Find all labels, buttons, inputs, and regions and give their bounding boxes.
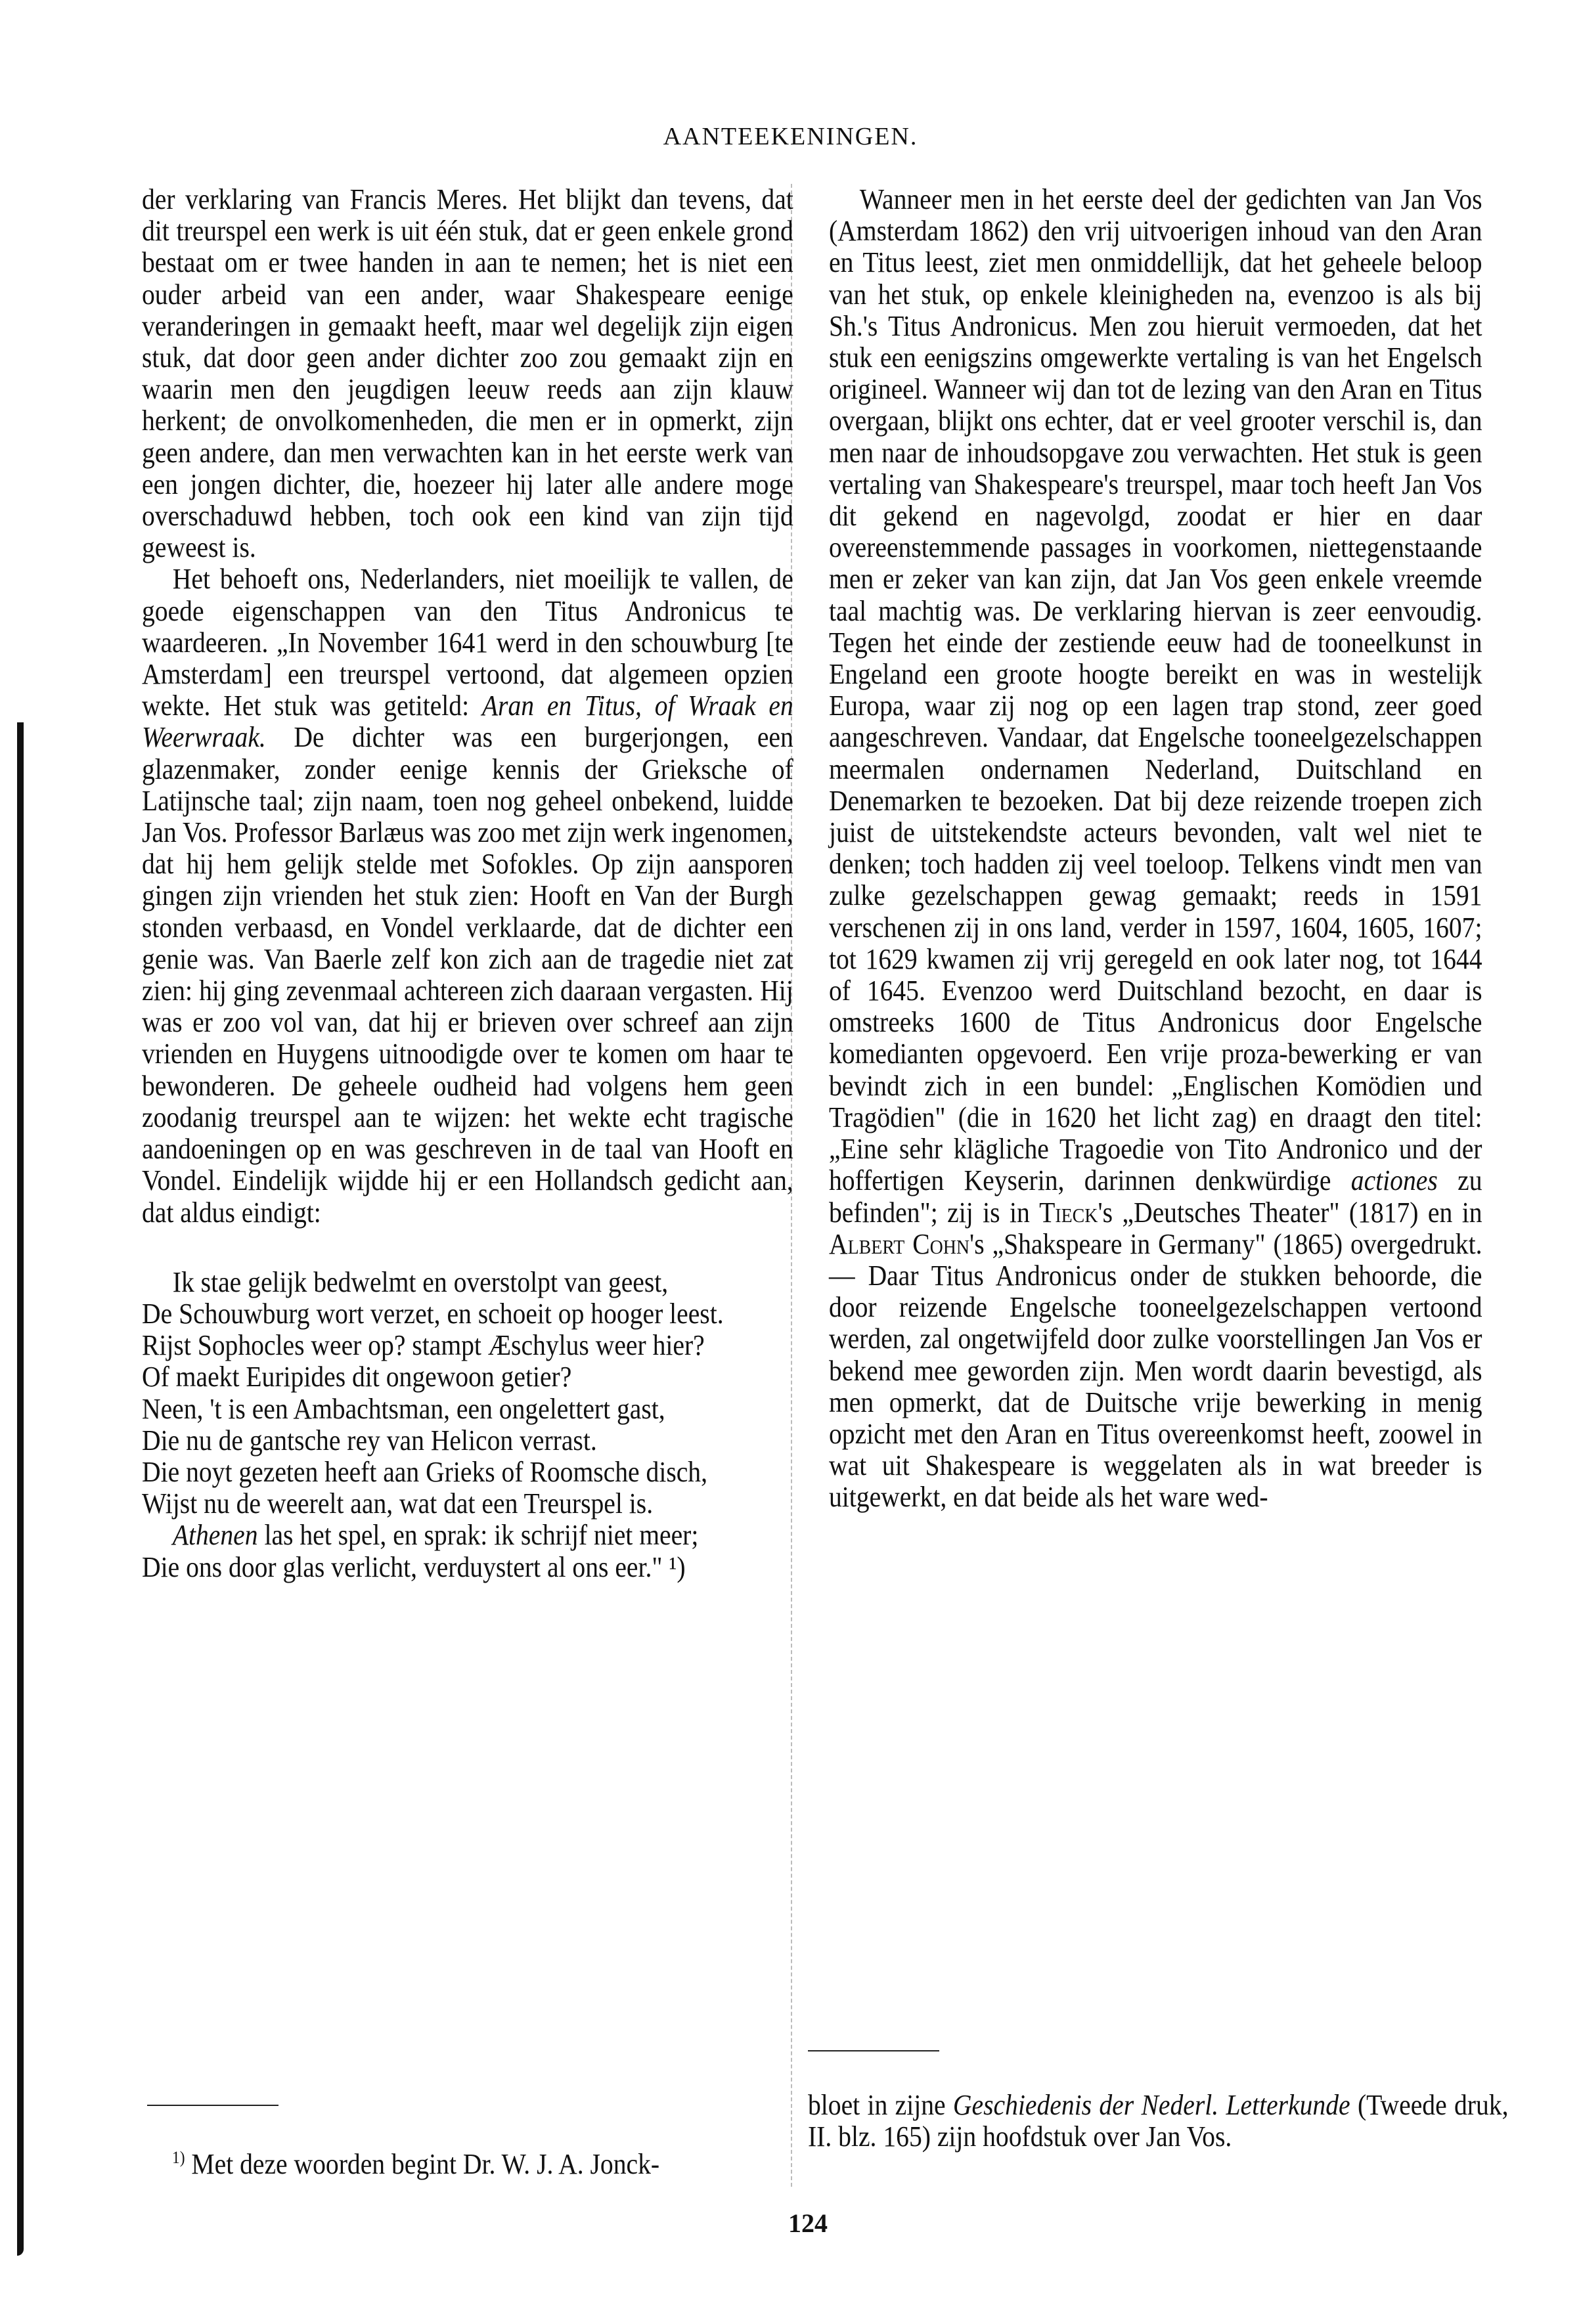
- page-number: 124: [788, 2208, 828, 2238]
- poem-line: Neen, 't is een Ambachtsman, een ongelettert gast,: [142, 1392, 665, 1425]
- left-paragraph-1: der verklaring van Francis Meres. Het blijkt dan tevens, dat dit treurspel een werk is uit één stuk, dat er geen enkele grond bestaat om er twee handen in aan te nemen; het is niet een ouder arbeid van een ander, waar Shakespeare eenige veranderingen in gemaakt heeft, maar wel degelijk zijn eigen stuk, dat door geen ander dichter zoo zou gemaakt zijn en waarin men den jeugdigen leeuw reeds aan zijn klauw herkent; de onvolkomenheden, die men er in opmerkt, zijn geen andere, dan men verwachten kan in het eerste werk van een jongen dichter, die, hoezeer hij later alle andere moge overschaduwd hebben, toch ook een kind van zijn tijd geweest is.: [142, 183, 793, 564]
- poem-line: Ik stae gelijk bedwelmt en overstolpt van geest,: [172, 1265, 669, 1298]
- poem-line: Die ons door glas verlicht, verduystert al ons eer." ¹): [142, 1550, 686, 1583]
- page-binding-edge: [17, 722, 24, 2256]
- footnote-rule-right: [808, 2050, 939, 2051]
- poem-line: Rijst Sophocles weer op? stampt Æschylus weer hier?: [142, 1329, 705, 1362]
- footnote-right: bloet in zijne Geschiedenis der Nederl. Letterkunde (Tweede druk, II. blz. 165) zijn hoofdstuk over Jan Vos.: [808, 2089, 1509, 2153]
- poem-line: Die noyt gezeten heeft aan Grieks of Roomsche disch,: [142, 1455, 708, 1488]
- poem-line: Of maekt Euripides dit ongewoon getier?: [142, 1361, 572, 1393]
- poem-line: Wijst nu de weerelt aan, wat dat een Treurspel is.: [142, 1487, 654, 1520]
- right-column: [829, 184, 1482, 1514]
- poem-line: Athenen las het spel, en sprak: ik schrijf niet meer;: [172, 1519, 699, 1552]
- author-tieck: Tieck: [1039, 1196, 1098, 1229]
- author-cohn: Albert Cohn: [829, 1227, 970, 1260]
- right-paragraph-1: Wanneer men in het eerste deel der gedichten van Jan Vos (Amsterdam 1862) den vrij uitvoerigen inhoud van den Aran en Titus leest, ziet men onmiddellijk, dat het geheele beloop van het stuk, op enkele kleinigheden na, evenzoo is als bij Sh.'s Titus Andronicus. Men zou hieruit vermoeden, dat het stuk een eenigszins omgewerkte vertaling is van het Engelsch origineel. Wanneer wij dan tot de lezing van den Aran en Titus overgaan, blijkt ons echter, dat er veel grooter verschil is, dan men naar de inhoudsopgave zou verwachten. Het stuk is geen vertaling van Shakespeare's treurspel, maar toch heeft Jan Vos dit gekend en nagevolgd, zoodat er hier en daar overeenstemmende passages in voorkomen, niettegenstaande men er zeker van kan zijn, dat Jan Vos geen enkele vreemde taal machtig was. De verklaring hiervan is zeer eenvoudig. Tegen het einde der zestiende eeuw had de tooneelkunst in Engeland een groote hoogte bereikt en was in westelijk Europa, waar zij nog op een lagen trap stond, zeer goed aangeschreven. Vandaar, dat Engelsche tooneelgezelschappen meermalen ondernamen Nederland, Duitschland en Denemarken te bezoeken. Dat bij deze reizende troepen zich juist de uitstekendste acteurs bevonden, valt wel niet te denken; toch hadden zij veel toeloop. Telkens vindt men van zulke gezelschappen gewag gemaakt; reeds in 1591 verschenen zij in ons land, verder in 1597, 1604, 1605, 1607; tot 1629 kwamen zij vrij geregeld en ook later nog, tot 1644 of 1645. Evenzoo werd Duitschland bezocht, en daar is omstreeks 1600 de Titus Andronicus door Engelsche komedianten opgevoerd. Een vrije proza-bewerking er van bevindt zich in een bundel: „Englischen Komödien und Tragödien" (die in 1620 het licht zag) en draagt den titel: „Eine sehr klägliche Tragoedie von Tito Andronico und der hoffertigen Keyserin, darinnen denkwürdige actiones zu befinden"; zij is in Tieck's „Deutsches Theater" (1817) en in Albert Cohn's „Shakspeare in Germany" (1865) overgedrukt. — Daar Titus Andronicus onder de stukken behoorde, die door reizende Engelsche tooneelgezelschappen vertoond werden, zal ongetwijfeld door zulke voorstellingen Jan Vos er bekend mee geworden zijn. Men wordt daarin bevestigd, als men opmerkt, dat de Duitsche vrije bewerking in menig opzicht met den Aran en Titus overeenkomst heeft, zoowel in wat uit Shakespeare is weggelaten als in wat breeder is uitgewerkt, en dat beide als het ware wed-: [829, 183, 1482, 1514]
- play-title: Aran en Titus, of Wraak en Weerwraak.: [142, 690, 793, 754]
- footnote-left: $^{1)}$ Met deze woorden begint Dr. W. J. A. Jonck-: [172, 2148, 660, 2180]
- footnote-rule-left: [147, 2105, 278, 2106]
- left-column: [142, 184, 793, 1583]
- poem-line: Die nu de gantsche rey van Helicon verrast.: [142, 1424, 597, 1457]
- left-paragraph-2: Het behoeft ons, Nederlanders, niet moeilijk te vallen, de goede eigenschappen van den Titus Andronicus te waardeeren. „In November 1641 werd in den schouwburg [te Amsterdam] een treurspel vertoond, dat algemeen opzien wekte. Het stuk was getiteld: Aran en Titus, of Wraak en Weerwraak. De dichter was een burgerjongen, een glazenmaker, zonder eenige kennis der Grieksche of Latijnsche taal; zijn naam, toen nog geheel onbekend, luidde Jan Vos. Professor Barlæus was zoo met zijn werk ingenomen, dat hij hem gelijk stelde met Sofokles. Op zijn aansporen gingen zijn vrienden het stuk zien: Hooft en Van der Burgh stonden verbaasd, en Vondel verklaarde, dat de dichter een genie was. Van Baerle zelf kon zich aan de tragedie niet zat zien: hij ging zevenmaal achtereen zich daaraan vergasten. Hij was er zoo vol van, dat hij er brieven over schreef aan zijn vrienden en Huygens uitnoodigde over te komen om haar te bewonderen. De geheele oudheid had volgens hem geen zoodanig treurspel aan te wijzen: het wekte echt tragische aandoeningen op en was geschreven in de taal van Hooft en Vondel. Eindelijk wijdde hij er een Hollandsch gedicht aan, dat aldus eindigt:: [142, 563, 793, 1229]
- footnote-marker: 1): [172, 2148, 185, 2167]
- poem-quote: [142, 1267, 793, 1583]
- poem-line: De Schouwburg wort verzet, en schoeit op hooger leest.: [142, 1297, 724, 1330]
- running-head: AANTEEKENINGEN.: [663, 123, 918, 150]
